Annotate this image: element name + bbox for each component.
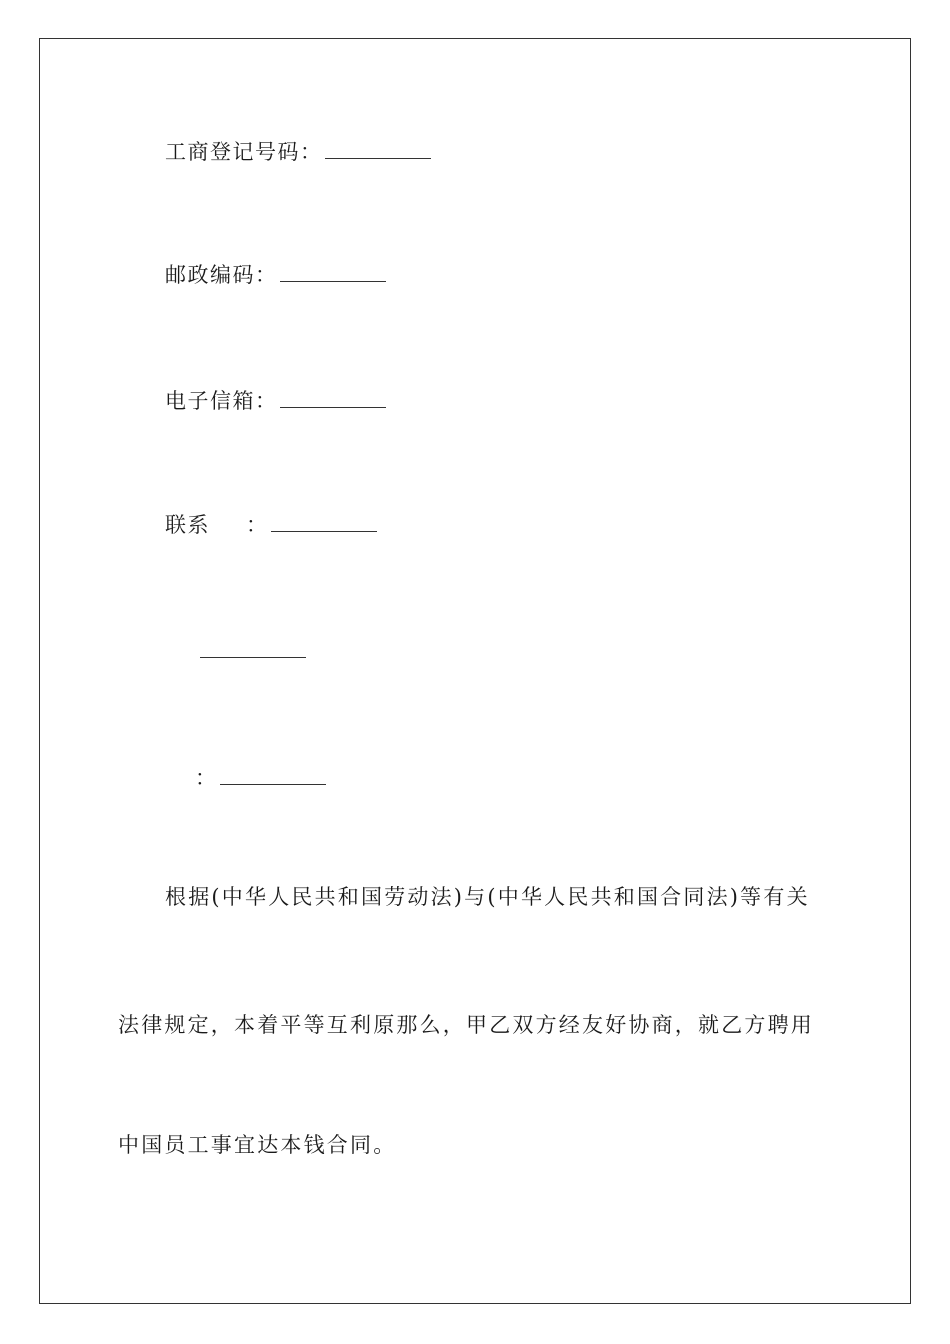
- registration-number-label: 工商登记号码：: [165, 140, 323, 164]
- contact-field: [165, 511, 377, 539]
- unnamed-colon: ：: [195, 766, 218, 790]
- registration-number-field: [165, 138, 431, 166]
- postal-code-blank[interactable]: [280, 261, 386, 282]
- postal-code-field: [165, 261, 386, 289]
- email-blank[interactable]: [280, 387, 386, 408]
- body-line-2: 法律规定，本着平等互利原那么，甲乙双方经友好协商，就乙方聘用: [118, 1013, 814, 1037]
- unnamed-field: [195, 764, 326, 792]
- postal-code-label: 邮政编码：: [165, 263, 278, 287]
- body-line-1: 根据(中华人民共和国劳动法)与(中华人民共和国合同法)等有关: [165, 885, 810, 909]
- email-field: [165, 387, 386, 415]
- unnamed-blank[interactable]: [220, 764, 326, 785]
- page-border: [39, 38, 911, 1304]
- registration-number-blank[interactable]: [325, 138, 431, 159]
- email-label: 电子信箱：: [165, 389, 278, 413]
- contact-label: 联系: [165, 513, 210, 537]
- contact-blank[interactable]: [271, 511, 377, 532]
- extra-blank[interactable]: [200, 657, 306, 658]
- contact-colon: ：: [246, 513, 269, 537]
- body-line-3: 中国员工事宜达本钱合同。: [118, 1133, 397, 1157]
